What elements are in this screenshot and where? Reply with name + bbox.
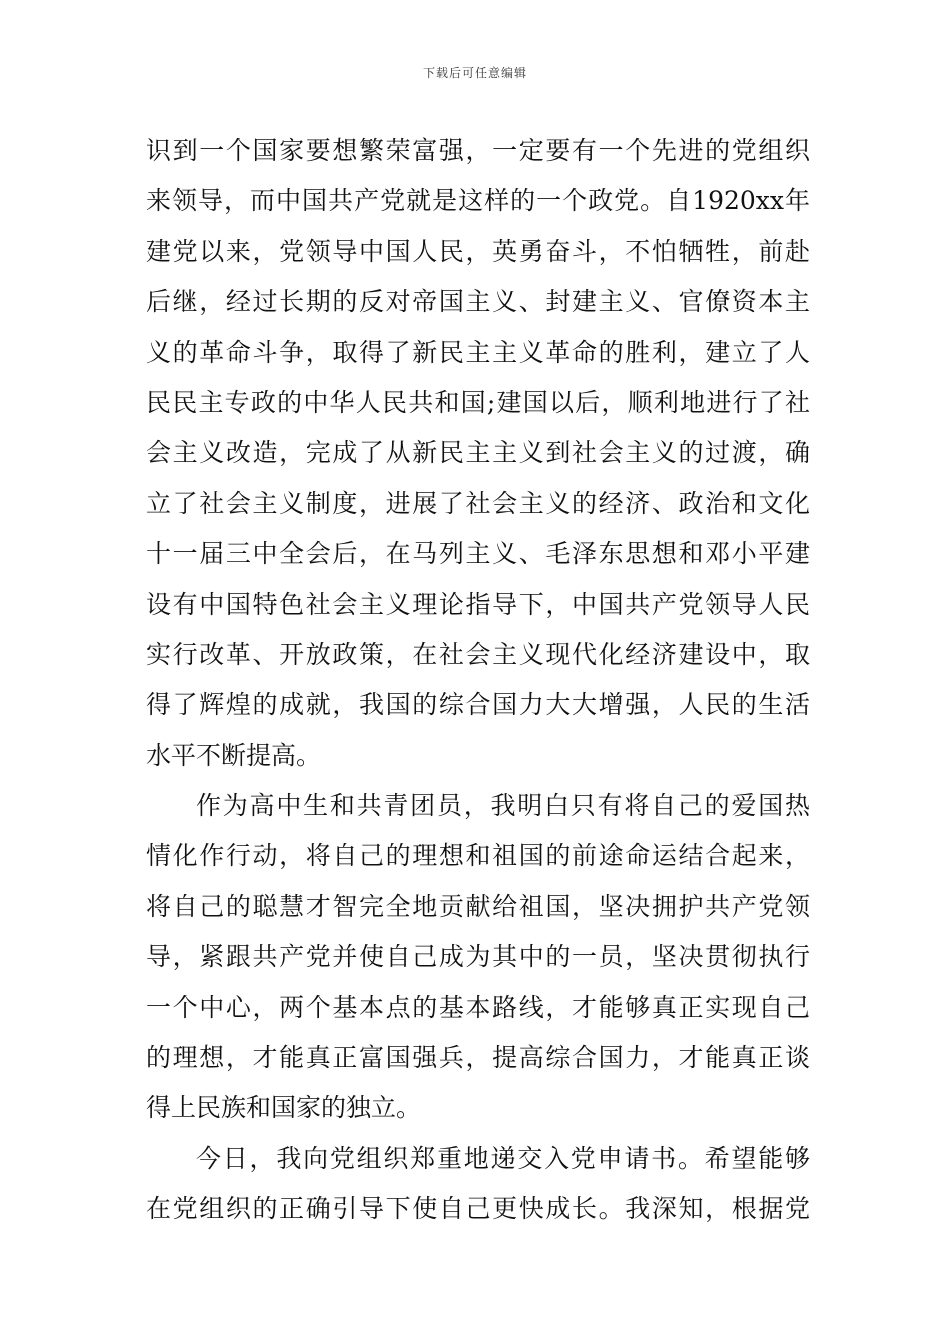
text-line: 将自己的聪慧才智完全地贡献给祖国，坚决拥护共产党领 (146, 891, 810, 921)
text-line: 实行改革、开放政策，在社会主义现代化经济建设中，取 (146, 639, 810, 669)
text-line: 后继，经过长期的反对帝国主义、封建主义、官僚资本主 (146, 287, 810, 317)
text-line: 在党组织的正确引导下使自己更快成长。我深知，根据党 (146, 1194, 810, 1224)
text-line: 十一届三中全会后，在马列主义、毛泽东思想和邓小平建 (146, 539, 810, 569)
text-line: 得上民族和国家的独立。 (146, 1093, 422, 1123)
text-line: 一个中心，两个基本点的基本路线，才能够真正实现自己 (146, 992, 810, 1022)
text-line: 的理想，才能真正富国强兵，提高综合国力，才能真正谈 (146, 1043, 810, 1073)
text-line: 设有中国特色社会主义理论指导下，中国共产党领导人民 (146, 589, 810, 619)
document-body (146, 126, 810, 1235)
paragraph-3 (146, 1134, 810, 1235)
text-line: 作为高中生和共青团员，我明白只有将自己的爱国热 (196, 791, 810, 821)
text-line: 建党以来，党领导中国人民，英勇奋斗，不怕牺牲，前赴 (146, 236, 810, 266)
text-line: 导，紧跟共产党并使自己成为其中的一员，坚决贯彻执行 (146, 942, 810, 972)
text-line: 民民主专政的中华人民共和国;建国以后，顺利地进行了社 (146, 387, 810, 417)
text-line: 得了辉煌的成就，我国的综合国力大大增强，人民的生活 (146, 690, 810, 720)
text-line: 立了社会主义制度，进展了社会主义的经济、政治和文化 (146, 488, 810, 518)
text-line: 来领导，而中国共产党就是这样的一个政党。自1920xx年 (146, 186, 810, 216)
text-line: 水平不断提高。 (146, 740, 322, 770)
paragraph-1 (146, 126, 810, 781)
text-line: 识到一个国家要想繁荣富强，一定要有一个先进的党组织 (146, 136, 810, 165)
paragraph-2 (146, 781, 810, 1134)
text-line: 情化作行动，将自己的理想和祖国的前途命运结合起来， (146, 841, 810, 871)
text-line: 会主义改造，完成了从新民主主义到社会主义的过渡，确 (146, 438, 810, 468)
page-header: 下载后可任意编辑 (422, 66, 527, 80)
text-line: 今日，我向党组织郑重地递交入党申请书。希望能够 (196, 1143, 810, 1173)
text-line: 义的革命斗争，取得了新民主主义革命的胜利，建立了人 (146, 337, 810, 367)
